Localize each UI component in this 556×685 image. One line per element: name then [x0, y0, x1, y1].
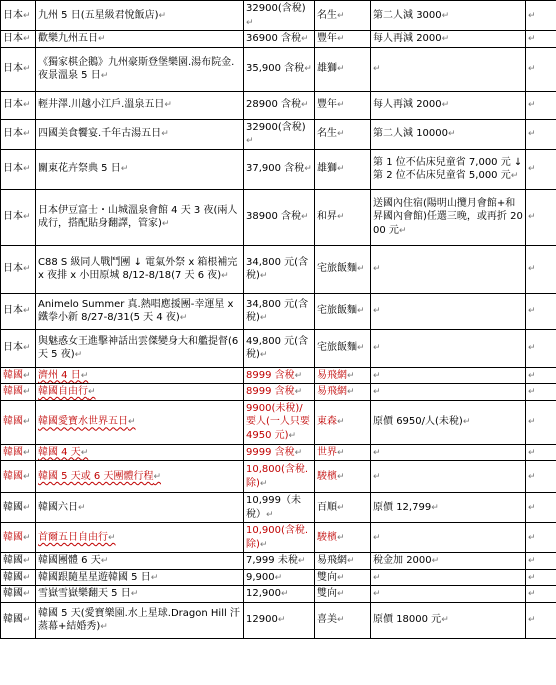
tour-name-cell: 韓國團體 6 天↵: [36, 553, 244, 570]
cell-end-mark: ↵: [23, 100, 31, 111]
cell-end-mark: ↵: [281, 589, 289, 599]
agency-cell: 駿檳↵: [315, 523, 371, 553]
table-row: [1, 400, 556, 444]
country-cell: 日本↵: [1, 189, 36, 245]
cell-end-mark: ↵: [23, 34, 31, 44]
cell-end-mark: ↵: [337, 417, 345, 428]
cell-end-mark: ↵: [441, 100, 450, 111]
cell-end-mark: ↵: [23, 447, 31, 458]
cell-end-mark: ↵: [221, 271, 229, 281]
cell-end-mark: ↵: [337, 164, 345, 175]
agency-cell: 名生↵: [315, 119, 371, 149]
cell-end-mark: ↵: [373, 572, 381, 583]
note-cell: 稅金加 2000↵: [371, 553, 526, 570]
note-cell: [371, 47, 526, 91]
agency-cell: 雙向↵: [315, 569, 371, 586]
row-end-mark: ↵: [526, 91, 556, 119]
agency-cell: 世界↵: [315, 444, 371, 461]
country-cell: 日本↵: [1, 293, 36, 329]
cell-end-mark: ↵: [120, 164, 129, 175]
agency-cell: 豐年↵: [315, 91, 371, 119]
table-row: [1, 586, 556, 603]
table-row: [1, 329, 556, 367]
cell-end-mark: ↵: [347, 370, 355, 381]
row-end-mark: ↵: [526, 329, 556, 367]
country-cell: 韓國↵: [1, 367, 36, 384]
row-end-mark: ↵: [526, 400, 556, 444]
cell-end-mark: ↵: [294, 447, 303, 458]
cell-end-mark: ↵: [23, 212, 31, 223]
row-end-mark: ↵: [526, 602, 556, 638]
note-cell: [371, 245, 526, 293]
cell-end-mark: ↵: [373, 387, 381, 397]
tour-name-cell: 韓國六日↵: [36, 493, 244, 523]
price-cell: 36900 含稅↵: [244, 31, 315, 48]
row-end-mark: ↵: [526, 461, 556, 493]
tour-name-cell: 關東花卉祭典 5 日↵: [36, 149, 244, 189]
cell-end-mark: ↵: [357, 264, 365, 275]
cell-end-mark: ↵: [23, 417, 31, 428]
cell-end-mark: ↵: [398, 225, 407, 236]
row-end-mark: ↵: [526, 444, 556, 461]
cell-end-mark: ↵: [294, 387, 303, 397]
price-cell: 32900(含稅)↵: [244, 1, 315, 31]
table-row: [1, 119, 556, 149]
agency-cell: 名生↵: [315, 1, 371, 31]
note-cell: 原價 18000 元↵: [371, 602, 526, 638]
cell-end-mark: ↵: [373, 343, 381, 354]
price-cell: 9999 含稅↵: [244, 444, 315, 461]
cell-end-mark: ↵: [337, 502, 345, 513]
cell-end-mark: ↵: [161, 219, 170, 229]
cell-end-mark: ↵: [337, 212, 345, 223]
cell-end-mark: ↵: [246, 17, 254, 28]
agency-cell: 駿檳↵: [315, 461, 371, 493]
row-end-mark: ↵: [526, 586, 556, 603]
cell-end-mark: ↵: [23, 556, 31, 566]
note-cell: [371, 367, 526, 384]
cell-end-mark: ↵: [266, 509, 274, 520]
cell-end-mark: ↵: [259, 313, 268, 323]
row-end-mark: ↵: [526, 1, 556, 31]
cell-end-mark: ↵: [259, 271, 268, 281]
price-cell: 37,900 含稅↵: [244, 149, 315, 189]
country-cell: 日本↵: [1, 119, 36, 149]
table-row: [1, 523, 556, 553]
row-end-mark: ↵: [526, 384, 556, 401]
note-cell: [371, 329, 526, 367]
price-cell: 10,999（未稅）↵: [244, 493, 315, 523]
note-cell: 送國內住宿(陽明山攬月會館+和昇國內會館)任選三晚，或再折 2000 元↵: [371, 189, 526, 245]
price-cell: 32900(含稅)↵: [244, 119, 315, 149]
cell-end-mark: ↵: [80, 447, 89, 458]
country-cell: 韓國↵: [1, 523, 36, 553]
note-cell: 原價 12,799↵: [371, 493, 526, 523]
note-cell: [371, 586, 526, 603]
table-row: [1, 602, 556, 638]
country-cell: 日本↵: [1, 149, 36, 189]
tour-name-cell: 韓國跟隨星星遊韓國 5 日↵: [36, 569, 244, 586]
row-end-mark: ↵: [526, 367, 556, 384]
cell-end-mark: ↵: [74, 350, 83, 360]
country-cell: 韓國↵: [1, 461, 36, 493]
country-cell: 日本↵: [1, 329, 36, 367]
cell-end-mark: ↵: [153, 471, 161, 482]
note-cell: [371, 293, 526, 329]
cell-end-mark: ↵: [23, 10, 31, 21]
cell-end-mark: ↵: [510, 171, 519, 181]
agency-cell: 雙向↵: [315, 586, 371, 603]
cell-end-mark: ↵: [130, 589, 139, 599]
cell-end-mark: ↵: [373, 306, 381, 317]
agency-cell: 雄獅↵: [315, 47, 371, 91]
cell-end-mark: ↵: [98, 34, 106, 44]
price-cell: 9900(未稅)/要人(一人只要 4950 元)↵: [244, 400, 315, 444]
cell-end-mark: ↵: [337, 64, 345, 75]
cell-end-mark: ↵: [373, 64, 381, 75]
tour-name-cell: 輕井澤.川越小江戶.溫泉五日↵: [36, 91, 244, 119]
cell-end-mark: ↵: [301, 100, 309, 111]
cell-end-mark: ↵: [448, 129, 456, 140]
agency-cell: 百順↵: [315, 493, 371, 523]
tour-name-cell: 四國美食饗宴.千年古湯五日↵: [36, 119, 244, 149]
table-row: [1, 444, 556, 461]
cell-end-mark: ↵: [259, 350, 268, 360]
table-row: [1, 91, 556, 119]
price-cell: 7,999 未稅↵: [244, 553, 315, 570]
cell-end-mark: ↵: [128, 417, 136, 428]
cell-end-mark: ↵: [23, 615, 31, 626]
cell-end-mark: ↵: [431, 502, 439, 513]
agency-cell: 和昇↵: [315, 189, 371, 245]
note-cell: [371, 384, 526, 401]
cell-end-mark: ↵: [357, 343, 365, 354]
cell-end-mark: ↵: [259, 539, 268, 550]
table-row: [1, 569, 556, 586]
cell-end-mark: ↵: [373, 532, 381, 543]
table-row: [1, 47, 556, 91]
cell-end-mark: ↵: [337, 34, 345, 44]
price-cell: 34,800 元(含稅)↵: [244, 245, 315, 293]
cell-end-mark: ↵: [347, 387, 355, 397]
cell-end-mark: ↵: [337, 589, 345, 599]
price-cell: 35,900 含稅↵: [244, 47, 315, 91]
tour-name-cell: 九州 5 日(五星級君悅飯店)↵: [36, 1, 244, 31]
cell-end-mark: ↵: [294, 370, 303, 381]
tour-name-cell: 首爾五日自由行↵: [36, 523, 244, 553]
table-row: [1, 367, 556, 384]
tour-name-cell: 韓國 5 天或 6 天團體行程↵: [36, 461, 244, 493]
note-cell: [371, 523, 526, 553]
row-end-mark: ↵: [526, 119, 556, 149]
agency-cell: 東森↵: [315, 400, 371, 444]
row-end-mark: ↵: [526, 31, 556, 48]
note-cell: [371, 569, 526, 586]
agency-cell: 宅旅飯麵↵: [315, 245, 371, 293]
cell-end-mark: ↵: [373, 370, 381, 381]
note-cell: 每人再減 2000↵: [371, 91, 526, 119]
row-end-mark: ↵: [526, 189, 556, 245]
country-cell: 日本↵: [1, 245, 36, 293]
row-end-mark: ↵: [526, 523, 556, 553]
row-end-mark: ↵: [526, 293, 556, 329]
cell-end-mark: ↵: [373, 447, 381, 458]
cell-end-mark: ↵: [337, 471, 345, 482]
agency-cell: 易飛網↵: [315, 384, 371, 401]
tour-name-cell: 韓國 4 天↵: [36, 444, 244, 461]
note-cell: 原價 6950/人(未稅)↵: [371, 400, 526, 444]
cell-end-mark: ↵: [23, 164, 31, 175]
price-cell: 10,900(含稅.除)↵: [244, 523, 315, 553]
agency-cell: 宅旅飯麵↵: [315, 329, 371, 367]
cell-end-mark: ↵: [23, 306, 31, 317]
country-cell: 韓國↵: [1, 444, 36, 461]
row-end-mark: ↵: [526, 149, 556, 189]
table-row: [1, 245, 556, 293]
table-row: [1, 461, 556, 493]
cell-end-mark: ↵: [373, 471, 381, 482]
cell-end-mark: ↵: [337, 615, 345, 626]
tour-name-cell: 韓國 5 天(愛寶樂園.水上星球.Dragon Hill 汗蒸幕+結婚秀)↵: [36, 602, 244, 638]
cell-end-mark: ↵: [150, 572, 159, 583]
cell-end-mark: ↵: [259, 478, 268, 489]
cell-end-mark: ↵: [108, 532, 116, 543]
cell-end-mark: ↵: [337, 10, 345, 21]
row-end-mark: ↵: [526, 553, 556, 570]
row-end-mark: ↵: [526, 245, 556, 293]
cell-end-mark: ↵: [304, 64, 312, 75]
price-cell: 12900↵: [244, 602, 315, 638]
cell-end-mark: ↵: [441, 10, 450, 21]
cell-end-mark: ↵: [23, 387, 31, 397]
cell-end-mark: ↵: [23, 471, 31, 482]
agency-cell: 豐年↵: [315, 31, 371, 48]
note-cell: [371, 461, 526, 493]
cell-end-mark: ↵: [179, 313, 188, 323]
tour-name-cell: 濟州 4 日↵: [36, 367, 244, 384]
cell-end-mark: ↵: [23, 532, 31, 543]
note-cell: 第二人減 3000↵: [371, 1, 526, 31]
cell-end-mark: ↵: [23, 64, 31, 75]
tour-name-cell: 歡樂九州五日↵: [36, 31, 244, 48]
country-cell: 韓國↵: [1, 384, 36, 401]
agency-cell: 雄獅↵: [315, 149, 371, 189]
tour-name-cell: 日本伊豆富士・山城溫泉會館 4 天 3 夜(兩人成行，搭配貼身翻譯，管家)↵: [36, 189, 244, 245]
cell-end-mark: ↵: [347, 556, 355, 566]
country-cell: 韓國↵: [1, 400, 36, 444]
cell-end-mark: ↵: [164, 100, 172, 111]
note-cell: 第 1 位不佔床兒童省 7,000 元 ↓ 第 2 位不佔床兒童省 5,000 元↵: [371, 149, 526, 189]
cell-end-mark: ↵: [277, 615, 286, 626]
price-cell: 28900 含稅↵: [244, 91, 315, 119]
row-end-mark: ↵: [526, 493, 556, 523]
note-cell: [371, 444, 526, 461]
agency-cell: 易飛網↵: [315, 553, 371, 570]
cell-end-mark: ↵: [301, 212, 309, 223]
cell-end-mark: ↵: [100, 71, 109, 81]
cell-end-mark: ↵: [274, 572, 283, 583]
tour-name-cell: 雪嶽雪嶽樂翻天 5 日↵: [36, 586, 244, 603]
table-row: [1, 1, 556, 31]
cell-end-mark: ↵: [23, 502, 31, 513]
cell-end-mark: ↵: [23, 343, 31, 354]
country-cell: 日本↵: [1, 91, 36, 119]
cell-end-mark: ↵: [100, 622, 108, 632]
cell-end-mark: ↵: [23, 264, 31, 275]
cell-end-mark: ↵: [297, 556, 306, 566]
price-cell: 8999 含稅↵: [244, 367, 315, 384]
table-row: [1, 31, 556, 48]
tour-name-cell: 韓國自由行↵: [36, 384, 244, 401]
cell-end-mark: ↵: [304, 164, 312, 175]
cell-end-mark: ↵: [88, 387, 96, 397]
cell-end-mark: ↵: [80, 370, 89, 381]
cell-end-mark: ↵: [441, 615, 449, 626]
country-cell: 韓國↵: [1, 602, 36, 638]
table-row: [1, 553, 556, 570]
country-cell: 韓國↵: [1, 569, 36, 586]
price-cell: 8999 含稅↵: [244, 384, 315, 401]
table-row: [1, 384, 556, 401]
country-cell: 日本↵: [1, 31, 36, 48]
country-cell: 韓國↵: [1, 493, 36, 523]
cell-end-mark: ↵: [462, 417, 471, 428]
tour-name-cell: 《獨家棋企鵝》九州豪斯登堡樂園.湯布院金.夜景溫泉 5 日↵: [36, 47, 244, 91]
agency-cell: 易飛網↵: [315, 367, 371, 384]
cell-end-mark: ↵: [23, 572, 31, 583]
cell-end-mark: ↵: [441, 34, 450, 44]
price-cell: 9,900↵: [244, 569, 315, 586]
row-end-mark: ↵: [526, 569, 556, 586]
note-cell: 每人再減 2000↵: [371, 31, 526, 48]
price-cell: 38900 含稅↵: [244, 189, 315, 245]
price-cell: 12,900↵: [244, 586, 315, 603]
price-cell: 10,800(含稅.除)↵: [244, 461, 315, 493]
cell-end-mark: ↵: [357, 306, 365, 317]
tour-name-cell: 韓國愛寶水世界五日↵: [36, 400, 244, 444]
cell-end-mark: ↵: [337, 572, 345, 583]
cell-end-mark: ↵: [431, 556, 440, 566]
cell-end-mark: ↵: [337, 100, 345, 111]
cell-end-mark: ↵: [23, 589, 31, 599]
cell-end-mark: ↵: [23, 129, 31, 140]
table-row: [1, 189, 556, 245]
cell-end-mark: ↵: [337, 447, 345, 458]
country-cell: 日本↵: [1, 1, 36, 31]
cell-end-mark: ↵: [337, 129, 345, 140]
cell-end-mark: ↵: [100, 556, 109, 566]
cell-end-mark: ↵: [288, 430, 297, 441]
table-row: [1, 149, 556, 189]
table-row: [1, 293, 556, 329]
cell-end-mark: ↵: [78, 502, 86, 513]
tour-name-cell: C88 S 級同人戰鬥團 ↓ 電氣外祭 x 箱根補完 x 夜排 x 小田原城 8/12-8/18(7 天 6 夜)↵: [36, 245, 244, 293]
country-cell: 韓國↵: [1, 586, 36, 603]
cell-end-mark: ↵: [301, 34, 309, 44]
row-end-mark: ↵: [526, 47, 556, 91]
cell-end-mark: ↵: [246, 136, 254, 146]
table-row: [1, 493, 556, 523]
tour-name-cell: Animelo Summer 真.熱唱應援團-幸運星 x 鐵拳小新 8/27-8/31(5 天 4 夜)↵: [36, 293, 244, 329]
cell-end-mark: ↵: [337, 532, 345, 543]
cell-end-mark: ↵: [161, 129, 169, 140]
note-cell: 第二人減 10000↵: [371, 119, 526, 149]
cell-end-mark: ↵: [23, 370, 31, 381]
cell-end-mark: ↵: [158, 10, 167, 21]
country-cell: 韓國↵: [1, 553, 36, 570]
agency-cell: 喜美↵: [315, 602, 371, 638]
price-cell: 34,800 元(含稅)↵: [244, 293, 315, 329]
country-cell: 日本↵: [1, 47, 36, 91]
cell-end-mark: ↵: [373, 264, 381, 275]
price-cell: 49,800 元(含稅)↵: [244, 329, 315, 367]
agency-cell: 宅旅飯麵↵: [315, 293, 371, 329]
tour-name-cell: 與魅惑女王進擊神話出雲傑變身大和艦提督(6 天 5 夜)↵: [36, 329, 244, 367]
cell-end-mark: ↵: [373, 589, 381, 599]
